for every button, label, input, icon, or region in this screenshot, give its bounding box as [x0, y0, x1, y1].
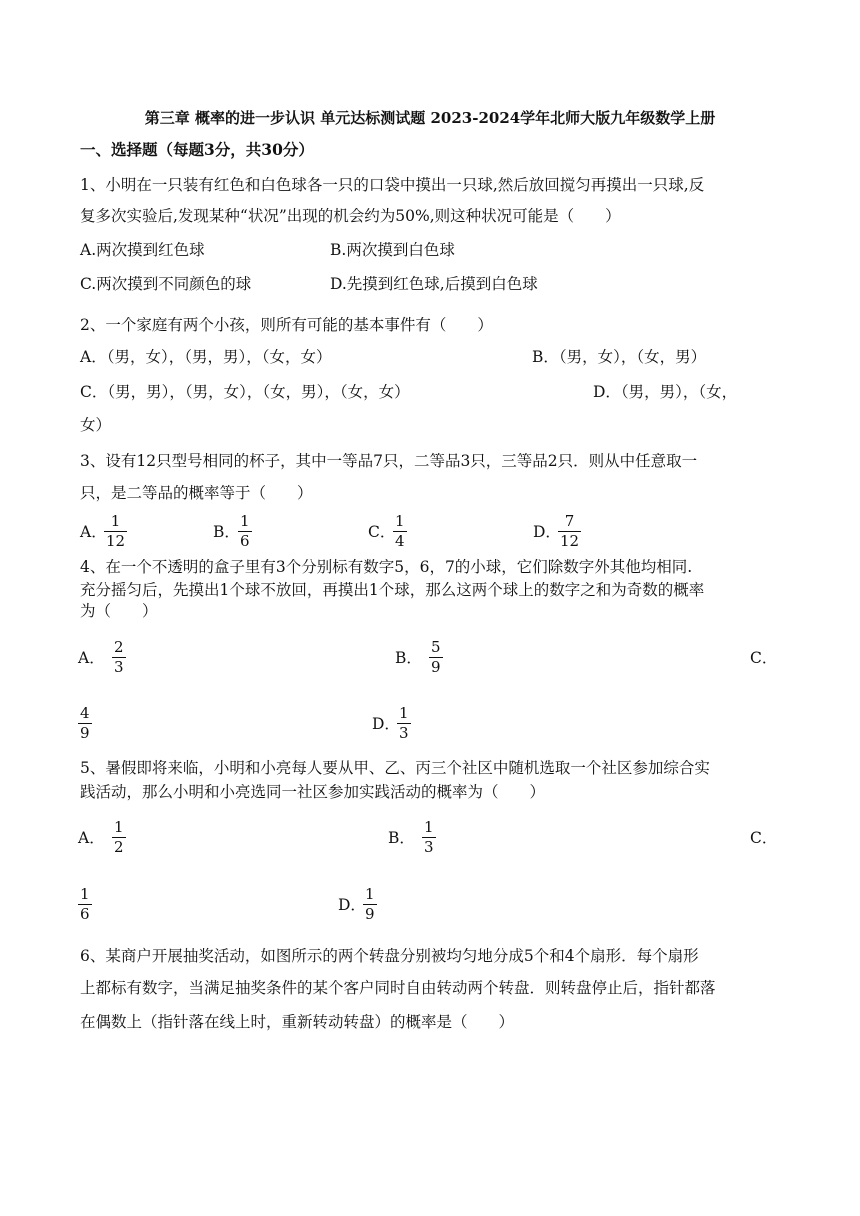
question-2-option-b: B．（男，女），（女，男） [532, 348, 707, 366]
question-3-option-b-fraction [238, 513, 252, 550]
question-1-option-c: C.两次摸到不同颜色的球 [80, 275, 252, 293]
question-2-line-1: 2、一个家庭有两个小孩，则所有可能的基本事件有（ ） [80, 316, 493, 334]
denominator: 6 [80, 905, 90, 923]
numerator: 1 [365, 885, 375, 903]
denominator: 3 [399, 724, 409, 742]
question-6-line-2: 上都标有数字，当满足抽奖条件的某个客户同时自由转动两个转盘．则转盘停止后，指针都落 [80, 979, 716, 997]
question-3-option-d-fraction [558, 513, 581, 550]
question-4-option-d-fraction [397, 705, 411, 742]
question-2-option-d: D．（男，男），（女， [593, 383, 738, 401]
question-3-option-a-fraction [104, 513, 127, 550]
question-4-option-c-fraction [78, 705, 92, 742]
denominator: 12 [560, 532, 580, 550]
question-1-option-a: A.两次摸到红色球 [80, 241, 205, 259]
question-4-option-a-label: A． [78, 649, 105, 667]
question-6-line-1: 6、某商户开展抽奖活动，如图所示的两个转盘分别被均匀地分成5个和4个扇形．每个扇形 [80, 947, 699, 965]
denominator: 2 [114, 838, 124, 856]
question-3-option-c-fraction [393, 513, 407, 550]
numerator: 1 [80, 885, 90, 903]
denominator: 3 [114, 658, 124, 676]
question-4-option-c-label: C． [750, 649, 778, 667]
numerator: 1 [395, 512, 405, 530]
denominator: 6 [240, 532, 250, 550]
section-heading: 一、选择题（每题3分，共30分） [80, 140, 314, 159]
question-5-line-1: 5、暑假即将来临，小明和小亮每人要从甲、乙、丙三个社区中随机选取一个社区参加综合实 [80, 759, 710, 777]
question-1-option-b: B.两次摸到白色球 [330, 241, 455, 259]
numerator: 1 [399, 704, 409, 722]
denominator: 9 [80, 724, 90, 742]
numerator: 5 [431, 638, 441, 656]
question-4-option-a-fraction [112, 639, 126, 676]
question-5-option-a-fraction [112, 819, 126, 856]
denominator: 12 [106, 532, 126, 550]
question-5-option-c-fraction [78, 886, 92, 923]
question-5-option-a-label: A． [78, 829, 105, 847]
question-5-option-d-label: D． [338, 896, 366, 914]
question-4-line-1: 4、在一个不透明的盒子里有3个分别标有数字5，6，7的小球，它们除数字外其他均相同. [80, 558, 693, 576]
question-1-line-1: 1、小明在一只装有红色和白色球各一只的口袋中摸出一只球,然后放回搅匀再摸出一只球,反 [80, 176, 705, 194]
question-4-option-b-fraction [429, 639, 443, 676]
numerator: 1 [424, 818, 434, 836]
question-5-option-d-fraction [363, 886, 377, 923]
numerator: 7 [564, 512, 575, 530]
numerator: 2 [114, 638, 124, 656]
denominator: 3 [424, 838, 434, 856]
question-3-option-a-label: A． [80, 523, 107, 541]
question-4-option-d-label: D． [372, 715, 400, 733]
numerator: 1 [114, 818, 124, 836]
question-3-option-c-label: C． [368, 523, 396, 541]
question-3-option-b-label: B． [213, 523, 240, 541]
denominator: 9 [365, 905, 375, 923]
question-4-option-b-label: B． [395, 649, 422, 667]
question-5-option-c-label: C． [750, 829, 778, 847]
question-2-option-d-continued: 女） [80, 416, 112, 434]
question-1-line-2: 复多次实验后,发现某种“状况”出现的机会约为50%,则这种状况可能是（ ） [80, 207, 621, 225]
question-4-line-3: 为（ ） [80, 602, 158, 620]
question-2-option-a: A．（男，女），（男，男），（女，女） [80, 348, 332, 366]
denominator: 4 [395, 532, 405, 550]
question-5-line-2: 践活动，那么小明和小亮选同一社区参加实践活动的概率为（ ） [80, 783, 546, 801]
question-5-option-b-label: B． [388, 829, 415, 847]
numerator: 4 [80, 704, 90, 722]
numerator: 1 [110, 512, 121, 530]
question-2-option-c: C．（男，男），（男，女），（女，男），（女，女） [80, 383, 410, 401]
question-3-option-d-label: D． [533, 523, 561, 541]
question-4-line-2: 充分摇匀后，先摸出1个球不放回，再摸出1个球，那么这两个球上的数字之和为奇数的概率 [80, 581, 705, 599]
question-5-option-b-fraction [422, 819, 436, 856]
question-1-option-d: D.先摸到红色球,后摸到白色球 [330, 275, 538, 293]
denominator: 9 [431, 658, 441, 676]
numerator: 1 [240, 512, 250, 530]
question-3-line-2: 只，是二等品的概率等于（ ） [80, 484, 313, 502]
question-6-line-3: 在偶数上（指针落在线上时，重新转动转盘）的概率是（ ） [80, 1013, 515, 1031]
question-3-line-1: 3、设有12只型号相同的杯子，其中一等品7只，二等品3只，三等品2只．则从中任意取一 [80, 452, 698, 470]
page-title: 第三章 概率的进一步认识 单元达标测试题 2023-2024学年北师大版九年级数学上册 [144, 109, 716, 127]
